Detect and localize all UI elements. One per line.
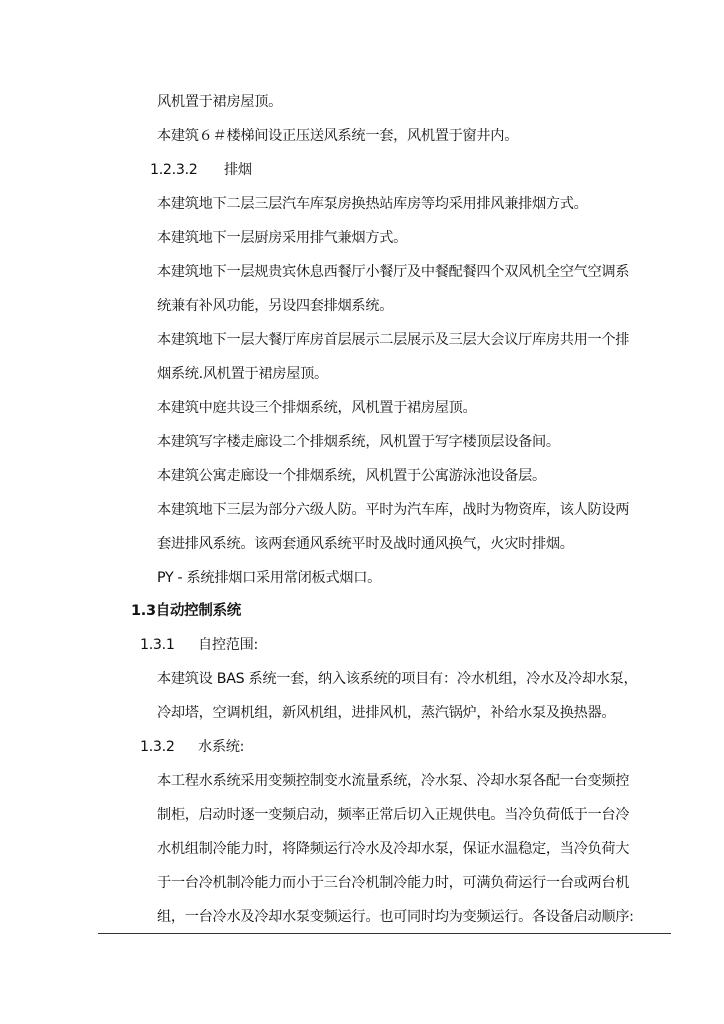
- section-heading-water-system: [140, 737, 244, 757]
- section-heading-auto-control: 1.3自动控制系统: [131, 603, 241, 619]
- paragraph-line: 于一台冷机制冷能力而小于三台冷机制冷能力时，可满负荷运行一台或两台机: [157, 875, 630, 891]
- paragraph-line: 组，一台冷水及冷却水泵变频运行。也可同时均为变频运行。各设备启动顺序:: [157, 909, 634, 925]
- section-heading-smoke-exhaust: [150, 160, 252, 180]
- paragraph-line: PY - 系统排烟口采用常闭板式烟口。: [157, 570, 381, 586]
- footer-divider: [98, 933, 671, 934]
- paragraph-line: 统兼有补风功能，另设四套排烟系统。: [157, 298, 394, 314]
- paragraph-line: 本建筑地下一层大餐厅库房首层展示二层展示及三层大会议厅库房共用一个排: [157, 332, 630, 348]
- section-title: 水系统:: [198, 739, 245, 755]
- paragraph-line: 本建筑地下一层规贵宾休息西餐厅小餐厅及中餐配餐四个双风机全空气空调系: [157, 264, 630, 280]
- section-number: 1.3.1: [140, 637, 175, 653]
- paragraph-line: 冷却塔，空调机组，新风机组，进排风机，蒸汽锅炉，补给水泵及换热器。: [157, 705, 616, 721]
- paragraph-line: 本建筑中庭共设三个排烟系统，风机置于裙房屋顶。: [157, 400, 477, 416]
- paragraph-line: 烟系统.风机置于裙房屋顶。: [157, 366, 328, 382]
- paragraph-line: 水机组制冷能力时，将降频运行冷水及冷却水泵，保证水温稳定，当冷负荷大: [157, 841, 630, 857]
- section-number: 1.3.2: [140, 739, 175, 755]
- paragraph-line: 套进排风系统。该两套通风系统平时及战时通风换气，火灾时排烟。: [157, 536, 574, 552]
- section-heading-control-scope: [140, 635, 258, 655]
- paragraph-line: 本工程水系统采用变频控制变水流量系统，冷水泵、冷却水泵各配一台变频控: [157, 773, 630, 789]
- paragraph-line: 本建筑公寓走廊设一个排烟系统，风机置于公寓游泳池设备层。: [157, 468, 546, 484]
- section-title: 自控范围:: [198, 637, 259, 653]
- paragraph-line: 制柜，启动时逐一变频启动，频率正常后切入正规供电。当冷负荷低于一台冷: [157, 807, 630, 823]
- section-title: 排烟: [224, 162, 252, 178]
- paragraph-line: 本建筑地下三层为部分六级人防。平时为汽车库，战时为物资库，该人防设两: [157, 502, 630, 518]
- paragraph-line: 本建筑写字楼走廊设二个排烟系统，风机置于写字楼顶层设备间。: [157, 434, 560, 450]
- paragraph-line: 风机置于裙房屋顶。: [157, 94, 282, 110]
- paragraph-line: 本建筑地下一层厨房采用排气兼烟方式。: [157, 230, 407, 246]
- paragraph-line: 本建筑地下二层三层汽车库泵房换热站库房等均采用排风兼排烟方式。: [157, 196, 588, 212]
- paragraph-line: 本建筑设 BAS 系统一套，纳入该系统的项目有：冷水机组，冷水及冷却水泵，: [157, 671, 638, 687]
- section-number: 1.2.3.2: [150, 162, 198, 178]
- paragraph-line: 本建筑６＃楼梯间设正压送风系统一套，风机置于窗井内。: [157, 128, 519, 144]
